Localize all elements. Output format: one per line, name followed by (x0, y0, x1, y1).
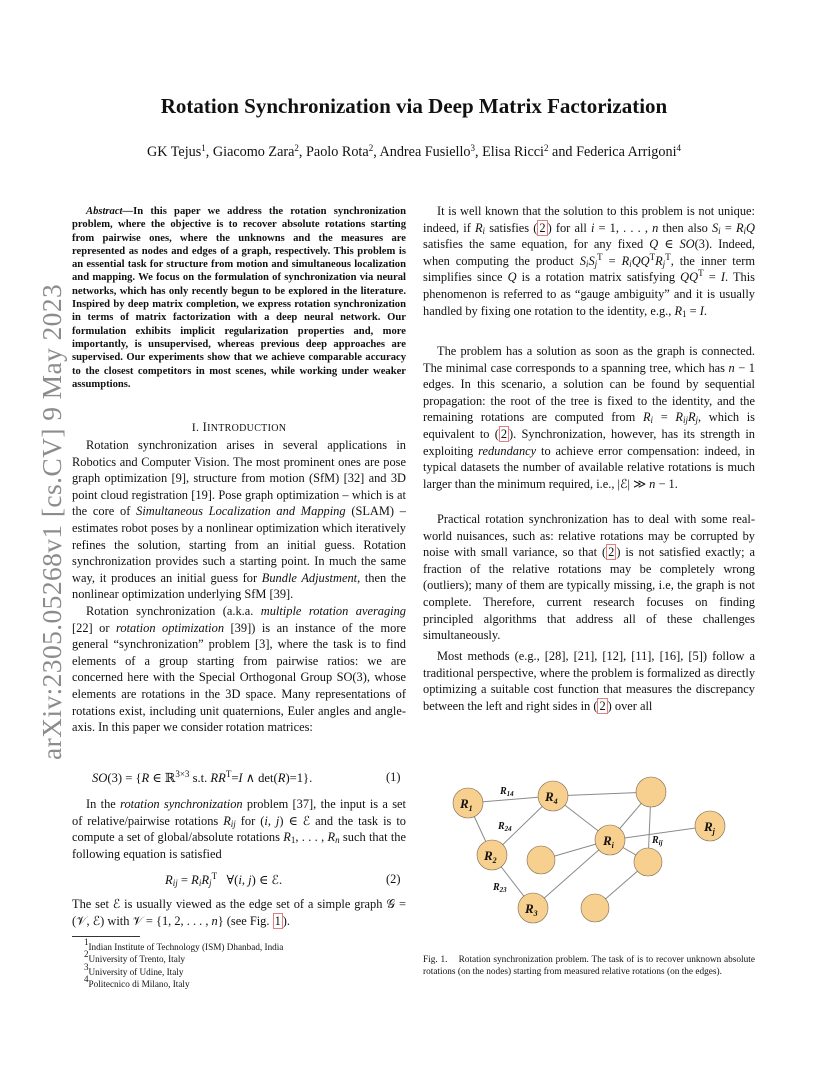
node-label-ri: $R_i$ (603, 833, 614, 850)
intro-p3-text-f: such that the following equation is satisfied (72, 830, 407, 861)
eq-ref-2b[interactable]: 2 (500, 426, 508, 441)
intro-p4-text-d: (see Fig. (223, 913, 273, 928)
intro-p3-text-a: In the (86, 797, 121, 811)
abstract-text: In this paper we address the rotation synchronization problem, where the objective is to recover absolute rotations starting from pairwise ones, where the unknowns and the measures are represented as nodes and edges of a graph, respectively. This problem is an essential task for structure from motion and simultaneous localization and mapping. We focus on the formulation of synchronization via neural networks, which has only recently begun to be explored in the literature. Inspired by deep matrix completion, we express rotation synchronization in terms of matrix factorization with a deep neural network. Our formulation exhibits implicit regularization properties and, more importantly, is unsupervised, whereas previous deep approaches are supervised. Our experiments show that we achieve comparable accuracy to the closest competitors in most scenes, while working under weaker assumptions. (72, 206, 406, 390)
node-label-r4: $R_4$ (545, 789, 558, 806)
abstract-label: Abstract— (86, 206, 134, 217)
intro-p4-text-f: ). (282, 913, 290, 928)
intro-p2-emph-mra: multiple rotation averaging (260, 604, 406, 618)
right-paragraph-2: The problem has a solution as soon as the graph is connected. The minimal case corresponds to a spanning tree, which has n − 1 edges. In this scenario, a solution can be found by sequential propagation: the root of the tree is fixed to the identity, and the remaining rotations are computed from $R_i = R_{ij}R_j$, which is equivalent to ( 2 ). Synchronization, however, has its strength in exploiting redundancy to achieve error compensation: indeed, in typical datasets the number of available relative rotations is much larger than the minimum required, i.e., |ℰ| ≫ n − 1. (423, 344, 756, 491)
right-paragraph-4: Most methods (e.g., [28], [21], [12], [11], [16], [5]) follow a traditional perspective, where the problem is formalized as directly optimizing a suitable cost function that measures the discrepancy between the left and right sides in ( 2 ) over all (423, 649, 756, 713)
node-label-r1: $R_1$ (460, 796, 473, 813)
figure-1-caption (423, 954, 755, 979)
intro-paragraph-2 (72, 603, 406, 736)
footnote-rule (72, 936, 140, 937)
caption-label: Fig. 1. (423, 955, 448, 965)
footnote-4: $^4$Politecnico di Milano, Italy (84, 973, 190, 989)
intro-p4-text-c: with (104, 913, 133, 928)
node-top (636, 777, 666, 807)
section-heading: I. IINTRODUCTION (191, 420, 287, 434)
arxiv-identifier: arXiv:2305.05268v1 [cs.CV] 9 May 2023 (36, 283, 67, 760)
section-title: INTRODUCTION (207, 423, 287, 434)
equation-1-number: (1) (386, 770, 401, 784)
edge-labels (492, 786, 663, 894)
intro-p3-text-d: for (235, 813, 261, 828)
footnote-3: $^3$University of Udine, Italy (84, 961, 184, 977)
intro-paragraph-4: The set ℰ is usually viewed as the edge set of a simple graph 𝒢 = (𝒱, ℰ) with 𝒱 = {1, 2, . . . , n} (see Fig. 1 ). (72, 897, 406, 928)
footnote-1: $^1$Indian Institute of Technology (ISM) Dhanbad, India (84, 937, 284, 952)
footnote-4-text: Politecnico di Milano, Italy (88, 978, 190, 989)
intro-p1-emph-ba: Bundle Adjustment (261, 570, 358, 585)
node-mid (527, 846, 555, 874)
intro-p3-text-e: and the task is to compute a set of global/absolute rotations (72, 813, 406, 845)
intro-p1-text-c: (SLAM) – estimates robot poses by a nonlinear optimization which iteratively refines the solution, starting from an initial guess. Rotation synchronization provides such a starting point. In much the same way, it produces an initial guess for (72, 504, 406, 585)
rotation-graph-svg (440, 770, 740, 940)
footnote-1-text: Indian Institute of Technology (ISM) Dhanbad, India (88, 942, 284, 952)
section-number: I. (191, 420, 200, 434)
edge-label-r23: $R_{23}$ (493, 882, 507, 894)
intro-p2-emph-ro: rotation optimization (116, 620, 225, 635)
node-right (634, 848, 662, 876)
author-list: GK Tejus$^1$, Giacomo Zara$^2$, Paolo Rota$^2$, Andrea Fusiello$^3$, Elisa Ricci$^2$ and Federica Arrigoni$^4$ (146, 143, 682, 160)
intro-p4-text-b: is usually viewed as the edge set of a simple graph (120, 897, 387, 911)
equation-1: SO(3) = {R ∈ ℝ$^{3\times 3}$ s.t. $RR^T=I$ ∧ det(R)=1}. (92, 769, 313, 785)
intro-p4-text-a: The set (72, 897, 113, 911)
intro-paragraph-3: In the rotation synchronization problem [37], the input is a set of relative/pairwise rotations $R_{ij}$ for (i, j) ∈ ℰ and the task is to compute a set of global/absolute rotations $R_1$, . . . , $R_n$ such that the following equation is satisfied (72, 797, 407, 861)
footnote-2-text: University of Trento, Italy (88, 954, 185, 965)
node-bottom (581, 894, 609, 922)
intro-paragraph-1 (72, 437, 406, 603)
intro-p3-text-c: problem [37], the input is a set of relative/pairwise rotations (72, 797, 407, 828)
node-label-r3: $R_3$ (525, 901, 538, 918)
intro-p2-text-e: [39]) is an instance of the more general “synchronization” problem [3], where the task is to find elements of a group starting from pairwise ratios: we are concerned here with the Special Orthogonal Group SO(3), whose elements are rotations in the 3D space. Many representations of rotations exist, including unit quaternions, Euler angles and angle-axis. In this paper we consider rotation matrices: (72, 620, 406, 735)
intro-p1-text-a: Rotation synchronization arises in several applications in Robotics and Computer Vision. The most prominent ones are pose graph optimization [9], structure from motion (SfM) [32] and 3D point cloud registration [19]. Pose graph optimization – which is at the core of (72, 438, 406, 519)
eq-ref-2d[interactable]: 2 (599, 698, 606, 713)
node-label-rj: $R_j$ (704, 819, 715, 836)
graph-nodes (453, 777, 725, 923)
arxiv-side-stamp (14, 280, 67, 760)
footnotes (84, 937, 284, 990)
caption-text: Rotation synchronization problem. The task of is to recover unknown absolute rotations (on the nodes) starting from measured relative rotations (on the edges). (423, 955, 755, 978)
node-label-r2: $R_2$ (484, 848, 497, 865)
edge-label-r24: $R_{24}$ (498, 821, 512, 833)
footnote-2: $^2$University of Trento, Italy (84, 949, 185, 965)
right-paragraph-3: Practical rotation synchronization has to deal with some real-world nuisances, such as: relative rotations may be corrupted by noise with small variance, so that ( 2 ) is not satisfied exactly; a fraction of the relative rotations may be completely wrong (outliers); many of them are typically missing, i.e, the graph is not complete. Therefore, current research focuses on finding principled algorithms that address all of these challenges simultaneously. (423, 512, 755, 643)
eq-ref-2[interactable]: 2 (539, 220, 546, 235)
edge-label-r14: $R_{14}$ (500, 786, 514, 798)
intro-p1-emph-slam: Simultaneous Localization and Mapping (136, 504, 346, 519)
eq-ref-2c[interactable]: 2 (608, 545, 615, 560)
paper-title: Rotation Synchronization via Deep Matrix Factorization (160, 94, 668, 118)
equation-2: $R_{ij} = R_iR_j^T$ ∀(i, j) ∈ ℰ. (165, 871, 283, 888)
right-paragraph-1: It is well known that the solution to this problem is not unique: indeed, if $R_i$ satisfies ( 2 ) for all i = 1, . . . , n then also $S_i = R_iQ$ satisfies the same equation, for any fixed Q ∈ SO(3). Indeed, when computing the product $S_iS_j^T = R_iQQ^TR_j^T$, the inner term simplifies since Q is a rotation matrix satisfying $QQ^T = I$. This phenomenon is referred to as “gauge ambiguity” and it is usually handled by fixing one rotation to the identity, e.g., $R_1 = I$. (423, 204, 756, 319)
intro-p3-emph: rotation synchronization (120, 797, 243, 811)
intro-p1-text-e: , then the nonlinear optimization underlying SfM [39]. (72, 570, 406, 602)
intro-p2-text-c: [22] or (72, 620, 117, 635)
intro-p2-text-a: Rotation synchronization (a.k.a. (86, 604, 261, 618)
equation-2-number: (2) (386, 872, 401, 886)
abstract (72, 205, 406, 391)
figure-1-link[interactable]: 1 (274, 913, 281, 928)
footnote-3-text: University of Udine, Italy (88, 966, 184, 977)
figure-1-graph (440, 770, 740, 940)
edge-label-rij: $R_{ij}$ (652, 835, 663, 847)
